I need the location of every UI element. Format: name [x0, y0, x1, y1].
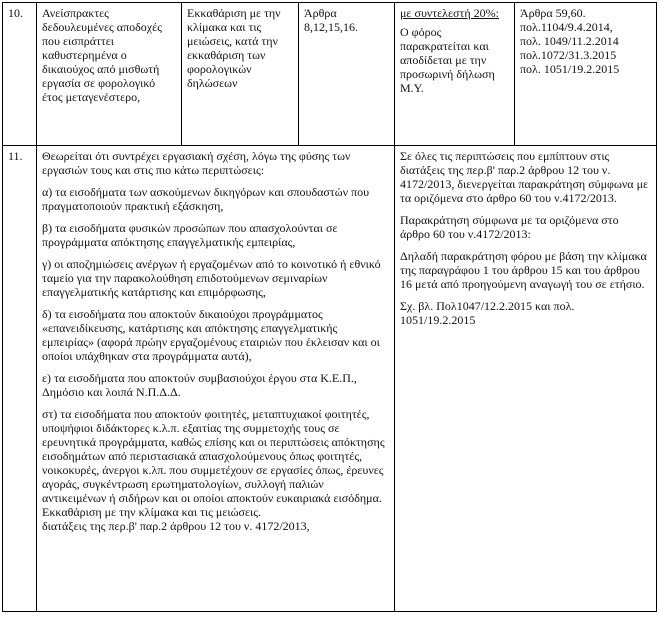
case-item: γ) οι αποζημιώσεις ανέργων ή εργαζομένων από το κοινοτικό ή εθνικό ταμείο για την παρακολούθηση επιδοτούμενων σεμιναρίων επαγγελματικής κατάρτισης και επιμόρφωσης, — [42, 257, 381, 299]
rate-text: Ο φόρος παρακρατείται και αποδίδεται με την προσωρινή δήλωση Μ.Υ. — [400, 25, 495, 95]
case-item: δ) τα εισοδήματα που αποκτούν δικαιούχοι προγράμματος «επανειδίκευσης, κατάρτισης και απόκτησης επαγγελματικής εμπειρίας» (αφορά πρώην εργαζομένους εταιριών που έκλεισαν και οι οποίοι υπάχθηκαν στα προγράμματα αυτά), — [42, 307, 380, 363]
cases-intro: Θεωρείται ότι συντρέχει εργασιακή σχέση, λόγω της φύσης των εργασιών τους και στις πιο κάτω περιπτώσεις: — [42, 149, 351, 177]
case-item: β) τα εισοδήματα φυσικών προσώπων που απασχολούνται σε προγράμματα απόκτησης επαγγελματικής εμπειρίας, — [42, 221, 338, 249]
withholding-paragraph: Δηλαδή παρακράτηση φόρου με βάση την κλίμακα της παραγράφου 1 του άρθρου 15 και του άρθρου 16 μετά από προηγούμενη αναγωγή του σε ετήσιο. — [400, 249, 647, 291]
case-item: ε) τα εισοδήματα που αποκτούν συμβασιούχοι έργου στα Κ.Ε.Π., Δημόσιο και λοιπά Ν.Π.Δ.Δ. — [42, 371, 357, 399]
tax-treatment: Εκκαθάριση με την κλίμακα και τις μειώσεις, κατά την εκκαθάριση των φορολογικών δηλώσεων — [182, 3, 299, 146]
reference-item: πολ.1072/31.3.2015 — [520, 48, 617, 62]
case-item: στ) τα εισοδήματα που αποκτούν φοιτητές, μεταπτυχιακοί φοιτητές, υποψήφιοι διδάκτορες κ.λ.π. εξαιτίας της συμμετοχής τους σε ερευνητικά προγράμματα, καθώς επίσης και οι περιπτώσεις απόκτησης εισοδημάτων από περιστασιακά απασχολούμενους όπως φοιτητές, νοικοκυρές, άνεργοι κ.λπ. που συμμετέχουν σε εργασίες όπως, έρευνες αγοράς, συγκέντρωση ερωτηματολογίων, συλλογή παλιών αντικειμένων ή σιδήρων και οι οποίοι αποκτούν ευκαιριακά εισόδημα. — [42, 407, 385, 505]
row-number: 10. — [3, 3, 37, 146]
tax-table — [2, 2, 657, 612]
withholding-notes — [395, 146, 657, 612]
table-row-11 — [3, 146, 657, 612]
law-articles: Άρθρα 8,12,15,16. — [299, 3, 395, 146]
withholding-paragraph: Σχ. βλ. Πολ1047/12.2.2015 και πολ. 1051/19.2.2015 — [400, 299, 575, 327]
income-description: Ανείσπρακτες δεδουλευμένες αποδοχές που εισπράττει καθυστερημένα ο δικαιούχος από μισθωτή εργασία σε φορολογικό έτος μεταγενέστερο, — [37, 3, 182, 146]
reference-item: πολ.1104/9.4.2014, — [520, 20, 613, 34]
withholding-paragraph: Σε όλες τις περιπτώσεις που εμπίπτουν στις διατάξεις της περ.β' παρ.2 άρθρου 12 του ν. 4172/2013, διενεργείται παρακράτηση σύμφωνα με τα οριζόμενα στο άρθρο 60 του ν.4172/2013. — [400, 149, 649, 205]
employment-cases — [37, 146, 395, 612]
reference-item: πολ. 1051/19.2.2015 — [520, 62, 620, 76]
case-item: α) τα εισοδήματα των ασκούμενων δικηγόρων και σπουδαστών που πραγματοποιούν πρακτική εξάσκηση, — [42, 185, 370, 213]
row-number: 11. — [3, 146, 37, 612]
reference-item: Άρθρα 59,60. — [520, 6, 586, 20]
withholding-rate — [395, 3, 515, 146]
cases-closing: Εκκαθάριση με την κλίμακα και τις μειώσεις. — [42, 505, 261, 519]
rate-heading: με συντελεστή 20%: — [400, 6, 499, 20]
table-row-10 — [3, 3, 657, 146]
circular-references — [515, 3, 657, 146]
withholding-paragraph: Παρακράτηση σύμφωνα με τα οριζόμενα στο άρθρο 60 του ν.4172/2013: — [400, 213, 619, 241]
reference-item: πολ. 1049/11.2.2014 — [520, 34, 619, 48]
cases-closing-provisions: διατάξεις της περ.β' παρ.2 άρθρου 12 του ν. 4172/2013, — [42, 519, 310, 533]
